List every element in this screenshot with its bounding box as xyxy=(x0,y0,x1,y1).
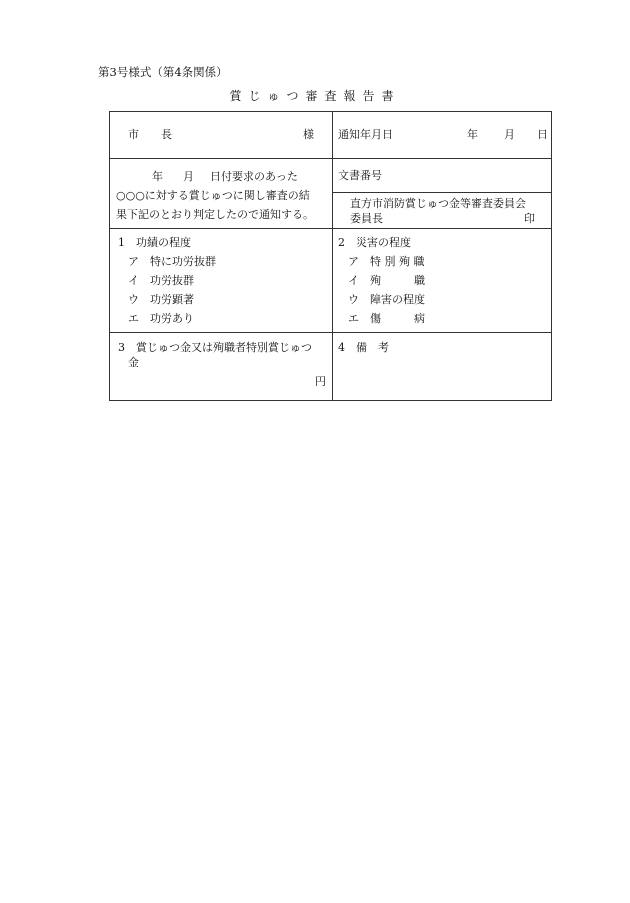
merit-heading: 1 功績の程度 xyxy=(118,236,191,249)
request-year: 年 xyxy=(152,170,163,183)
request-text-1: 日付要求のあった xyxy=(210,170,298,183)
request-text-2: ○○○に対する賞じゅつに関し審査の結 xyxy=(116,189,310,202)
document-title: 賞じゅつ審査報告書 xyxy=(229,89,401,103)
row-divider-3 xyxy=(110,332,551,333)
column-divider xyxy=(332,112,333,400)
request-text-3: 果下記のとおり判定したので通知する。 xyxy=(116,208,314,221)
merit-item: イ 功労抜群 xyxy=(128,274,194,287)
notice-date-month: 月 xyxy=(504,128,515,141)
addressee-label: 市 長 xyxy=(128,128,172,141)
merit-item: ウ 功労顕著 xyxy=(128,293,194,306)
addressee-honorific: 様 xyxy=(303,128,314,141)
disaster-item: ア 特 別 殉 職 xyxy=(348,255,425,268)
disaster-item: エ 傷 病 xyxy=(348,312,425,325)
notice-date-label: 通知年月日 xyxy=(338,128,393,141)
disaster-item: ウ 障害の程度 xyxy=(348,293,425,306)
amount-unit: 円 xyxy=(315,375,326,388)
committee-chair: 委員長 xyxy=(350,212,383,225)
amount-heading: 3 賞じゅつ金又は殉職者特別賞じゅつ xyxy=(118,341,312,354)
committee-name: 直方市消防賞じゅつ金等審査委員会 xyxy=(350,197,526,210)
form-number: 第3号様式（第4条関係） xyxy=(98,65,228,79)
request-paragraph xyxy=(116,167,328,224)
disaster-heading: 2 災害の程度 xyxy=(338,236,411,249)
request-month: 月 xyxy=(183,170,194,183)
report-form-table xyxy=(109,111,552,401)
row-divider-2 xyxy=(110,228,551,229)
row-divider-1 xyxy=(110,158,551,159)
document-number-label: 文書番号 xyxy=(338,169,382,182)
disaster-item: イ 殉 職 xyxy=(348,274,425,287)
row-divider-right xyxy=(332,192,551,193)
remarks-heading: 4 備 考 xyxy=(338,341,389,354)
notice-date-day: 日 xyxy=(537,128,548,141)
merit-item: ア 特に功労抜群 xyxy=(128,255,216,268)
notice-date-year: 年 xyxy=(467,128,478,141)
seal-mark: 印 xyxy=(524,212,535,225)
amount-heading-cont: 金 xyxy=(128,356,139,369)
merit-item: エ 功労あり xyxy=(128,312,194,325)
